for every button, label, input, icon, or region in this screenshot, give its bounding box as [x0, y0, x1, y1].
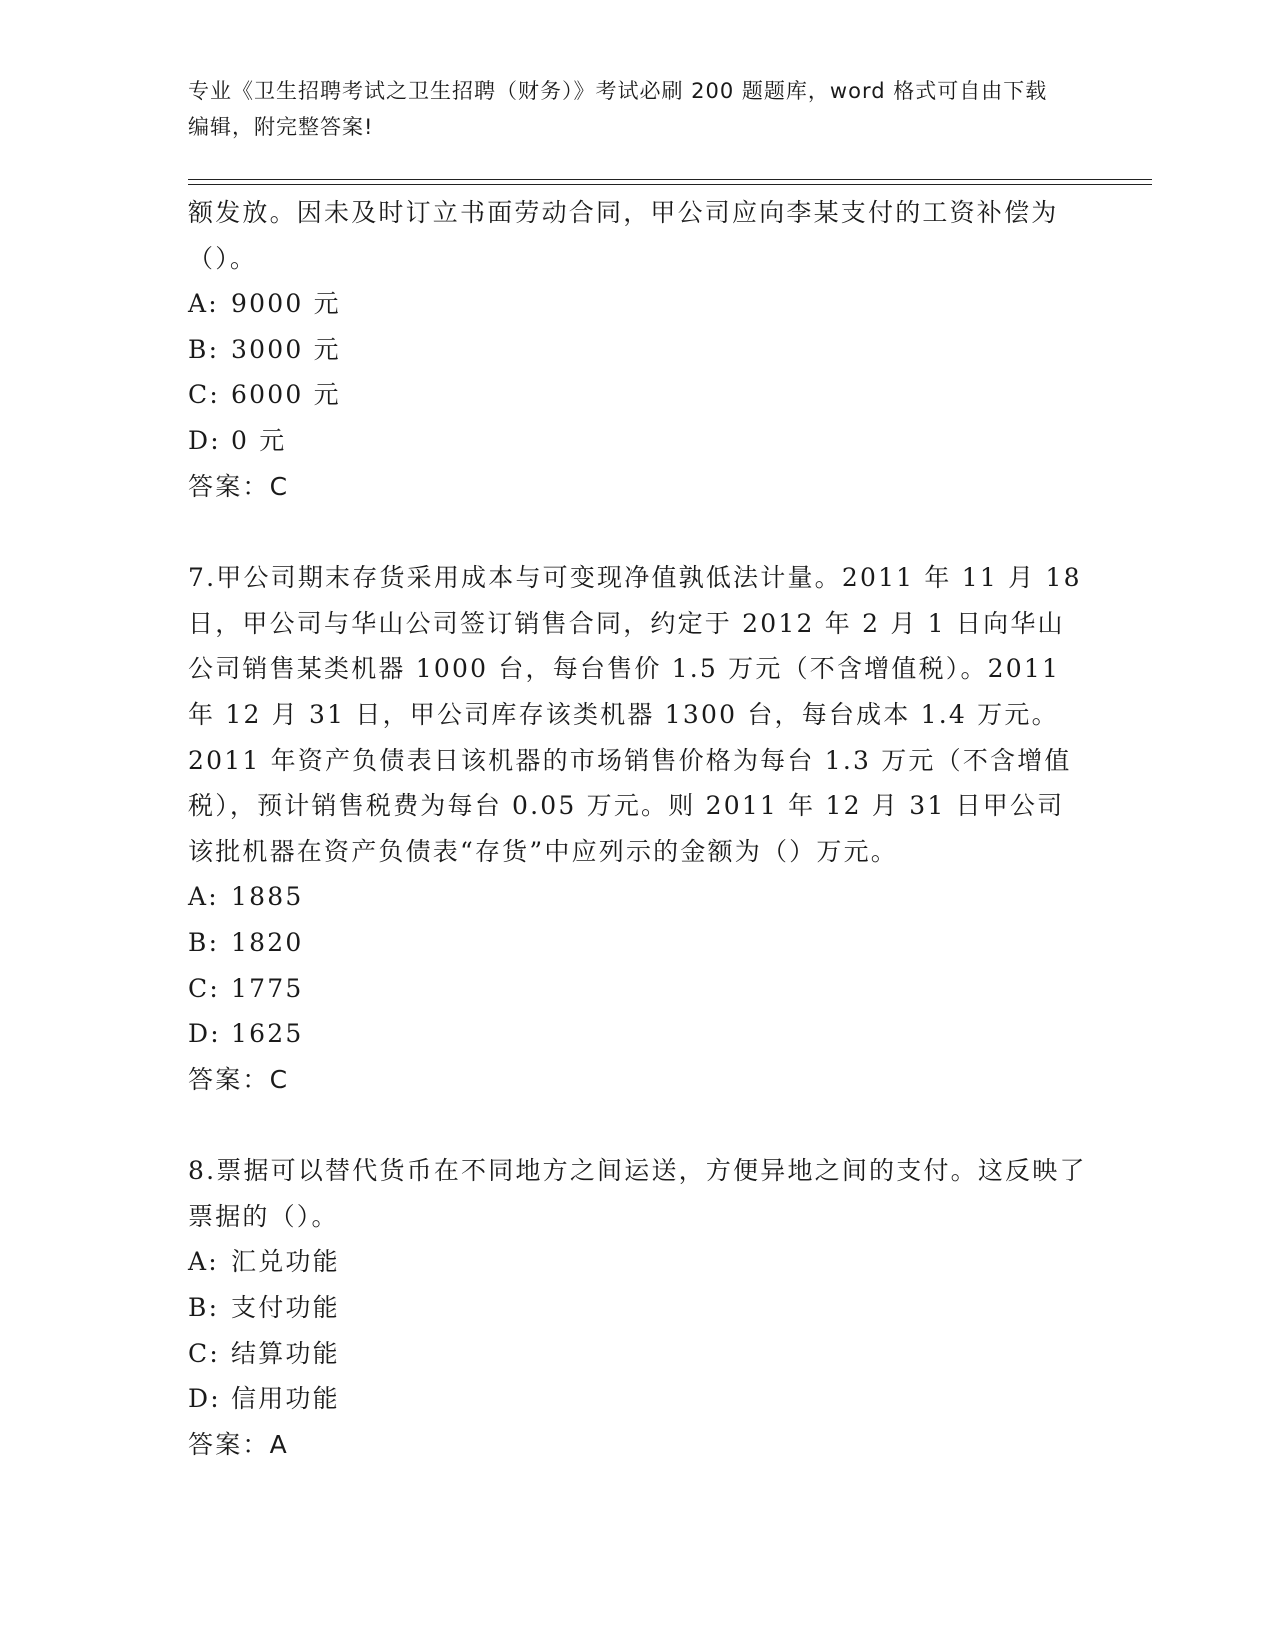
option-text: 1885	[231, 882, 304, 912]
option-letter: C:	[188, 973, 220, 1003]
header-divider-bottom	[188, 184, 1152, 185]
option-text: 1775	[231, 973, 304, 1003]
option-text: 6000 元	[231, 380, 341, 410]
option-letter: D:	[188, 425, 221, 455]
option-text: 结算功能	[231, 1338, 340, 1368]
option-a	[188, 281, 1088, 327]
answer-line: 答案：A	[188, 1429, 289, 1459]
option-a	[188, 874, 1088, 920]
option-letter: B:	[188, 1293, 220, 1323]
question-stem: 8.票据可以替代货币在不同地方之间运送，方便异地之间的支付。这反映了票据的（）。	[188, 1156, 1087, 1231]
question-block	[188, 190, 1088, 509]
option-c	[188, 966, 1088, 1012]
option-d	[188, 1376, 1088, 1422]
question-stem: 额发放。因未及时订立书面劳动合同，甲公司应向李某支付的工资补偿为（）。	[188, 198, 1059, 273]
option-text: 9000 元	[231, 289, 341, 319]
header-divider-top	[188, 179, 1152, 180]
option-b	[188, 920, 1088, 966]
option-text: 3000 元	[231, 334, 341, 364]
option-letter: A:	[188, 289, 219, 319]
option-text: 信用功能	[231, 1384, 340, 1414]
option-c	[188, 1331, 1088, 1377]
question-block	[188, 555, 1088, 1102]
option-text: 支付功能	[231, 1293, 340, 1323]
option-text: 0 元	[231, 425, 287, 455]
option-letter: B:	[188, 927, 220, 957]
option-b	[188, 327, 1088, 373]
option-letter: D:	[188, 1384, 221, 1414]
option-d	[188, 1011, 1088, 1057]
option-letter: C:	[188, 380, 220, 410]
option-letter: A:	[188, 1247, 219, 1277]
option-b	[188, 1285, 1088, 1331]
spacer	[188, 1102, 1088, 1148]
option-c	[188, 372, 1088, 418]
question-list	[188, 190, 1088, 1467]
option-text: 1625	[231, 1019, 304, 1049]
option-letter: C:	[188, 1338, 220, 1368]
answer-line: 答案：C	[188, 471, 290, 501]
option-text: 1820	[231, 927, 304, 957]
option-a	[188, 1239, 1088, 1285]
question-stem: 7.甲公司期末存货采用成本与可变现净值孰低法计量。2011 年 11 月 18 日，甲公司与华山公司签订销售合同，约定于 2012 年 2 月 1 日向华山公司销售某类机器 1000 台，每台售价 1.5 万元（不含增值税）。2011 年 12 月 31 日，甲公司库存该类机器 1300 台，每台成本 1.4 万元。2011 年资产负债表日该机器的市场销售价格为每台 1.3 万元（不含增值税），预计销售税费为每台 0.05 万元。则 2011 年 12 月 31 日甲公司该批机器在资产负债表“存货”中应列示的金额为（）万元。	[188, 563, 1082, 866]
document-header: 专业《卫生招聘考试之卫生招聘（财务）》考试必刷 200 题题库，word 格式可自由下载编辑，附完整答案!	[188, 79, 1048, 139]
question-block	[188, 1148, 1088, 1467]
option-text: 汇兑功能	[231, 1247, 340, 1277]
option-letter: B:	[188, 334, 220, 364]
option-letter: D:	[188, 1019, 221, 1049]
option-d	[188, 418, 1088, 464]
answer-line: 答案：C	[188, 1064, 290, 1094]
option-letter: A:	[188, 882, 219, 912]
spacer	[188, 509, 1088, 555]
